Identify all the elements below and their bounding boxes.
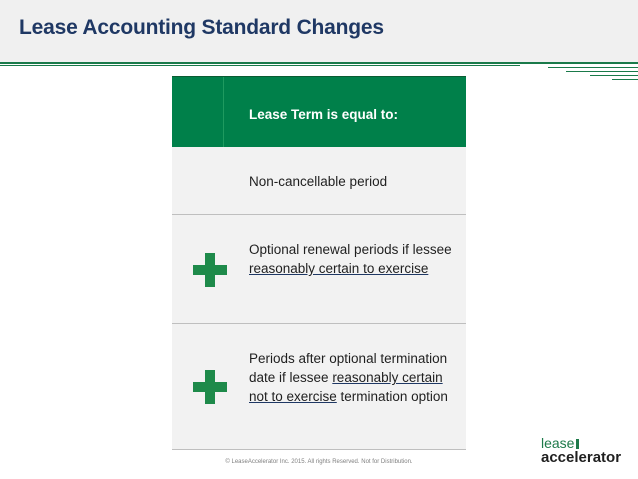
header-divider xyxy=(223,77,224,148)
decorative-line xyxy=(0,65,520,66)
decorative-line xyxy=(590,75,638,76)
logo-lease-text: lease xyxy=(541,435,575,451)
row-text: Optional renewal periods if lessee reasonably certain to exercise xyxy=(249,242,452,276)
logo-mark xyxy=(576,439,579,449)
row-text: Non-cancellable period xyxy=(249,174,388,189)
table-row xyxy=(172,324,466,450)
table-header-row xyxy=(172,76,466,147)
decorative-line xyxy=(566,71,638,72)
plus-icon xyxy=(193,253,227,287)
table-row xyxy=(172,147,466,215)
copyright-footer: © LeaseAccelerator Inc. 2015. All rights Reserved. Not for Distribution. xyxy=(225,459,413,465)
underlined-phrase: reasonably certain to exercise xyxy=(249,261,429,276)
decorative-line xyxy=(612,79,638,80)
plus-icon xyxy=(193,370,227,404)
row-text: Periods after optional termination date if lessee reasonably certain not to exercise termination option xyxy=(249,351,448,404)
table-header-text: Lease Term is equal to: xyxy=(249,107,399,122)
logo-accelerator-text: accelerator xyxy=(541,449,622,466)
lease-accelerator-logo xyxy=(541,436,631,470)
lease-term-table xyxy=(172,76,466,450)
title-bar xyxy=(0,0,638,62)
table-row xyxy=(172,215,466,324)
underlined-phrase: reasonably certain not to exercise xyxy=(249,370,443,404)
title-rule xyxy=(0,62,638,64)
decorative-line xyxy=(548,67,638,68)
slide-title: Lease Accounting Standard Changes xyxy=(19,16,384,39)
